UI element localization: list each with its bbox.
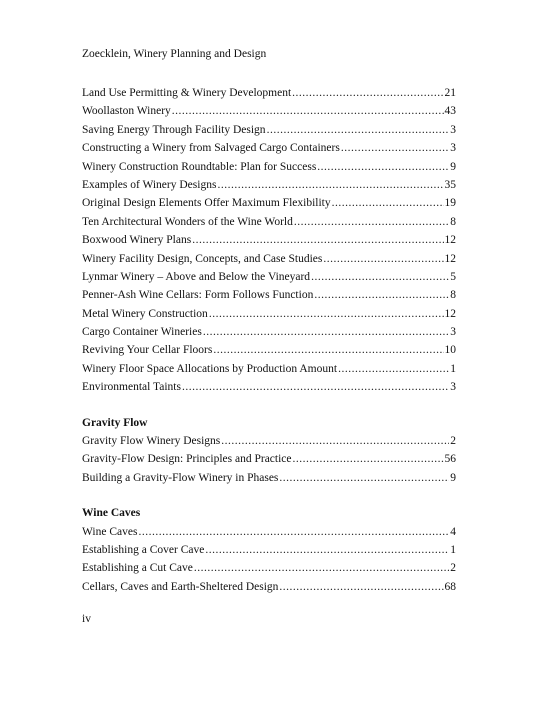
toc-entry-title: Original Design Elements Offer Maximum Flexibility (82, 197, 331, 210)
table-of-contents (82, 86, 456, 598)
toc-entry[interactable] (82, 196, 456, 214)
toc-entry[interactable] (82, 86, 456, 104)
toc-entry-title: Woollaston Winery (82, 105, 171, 118)
toc-entry-title: Examples of Winery Designs (82, 178, 217, 191)
toc-entry-title: Constructing a Winery from Salvaged Cargo Containers (82, 142, 340, 155)
dot-leader (221, 434, 449, 448)
toc-entry[interactable] (82, 471, 456, 489)
toc-entry-page-number: 3 (450, 326, 456, 339)
dot-leader (279, 580, 443, 594)
toc-entry-page-number: 2 (450, 562, 456, 575)
toc-entry-title: Boxwood Winery Plans (82, 234, 192, 247)
dot-leader (217, 178, 443, 192)
toc-entry[interactable] (82, 561, 456, 579)
toc-entry[interactable] (82, 178, 456, 196)
toc-entry[interactable] (82, 215, 456, 233)
section-heading: Wine Caves (82, 507, 141, 520)
dot-leader (311, 270, 449, 284)
toc-entry-title: Winery Floor Space Allocations by Production Amount (82, 362, 338, 375)
toc-entry-title: Establishing a Cover Cave (82, 543, 205, 556)
toc-entry-title: Wine Caves (82, 525, 138, 538)
toc-entry-title: Saving Energy Through Facility Design (82, 123, 266, 136)
toc-entry[interactable] (82, 543, 456, 561)
toc-entry[interactable] (82, 252, 456, 270)
toc-entry-page-number: 3 (450, 142, 456, 155)
toc-entry-page-number: 43 (444, 105, 456, 118)
toc-entry-title: Penner-Ash Wine Cellars: Form Follows Function (82, 289, 314, 302)
toc-entry[interactable] (82, 325, 456, 343)
toc-entry-title: Gravity Flow Winery Designs (82, 435, 221, 448)
toc-entry[interactable] (82, 380, 456, 398)
toc-entry-page-number: 35 (444, 178, 456, 191)
dot-leader (194, 561, 449, 575)
toc-entry-page-number: 56 (444, 453, 456, 466)
toc-entry-page-number: 3 (450, 123, 456, 136)
dot-leader (293, 452, 444, 466)
toc-entry[interactable] (82, 288, 456, 306)
toc-entry[interactable] (82, 233, 456, 251)
toc-entry-page-number: 8 (450, 215, 456, 228)
toc-entry-page-number: 9 (450, 160, 456, 173)
toc-entry-title: Gravity-Flow Design: Principles and Practice (82, 453, 292, 466)
dot-leader (203, 325, 449, 339)
dot-leader (205, 543, 449, 557)
toc-entry-title: Environmental Taints (82, 381, 181, 394)
toc-entry-page-number: 12 (444, 307, 456, 320)
toc-entry-page-number: 12 (444, 252, 456, 265)
toc-entry-page-number: 2 (450, 435, 456, 448)
toc-entry-page-number: 21 (444, 87, 456, 99)
toc-entry[interactable] (82, 525, 456, 543)
dot-leader (317, 160, 449, 174)
toc-entry[interactable] (82, 307, 456, 325)
toc-entry-title: Cellars, Caves and Earth-Sheltered Design (82, 580, 279, 593)
dot-leader (209, 307, 444, 321)
section-spacer (82, 489, 456, 506)
toc-entry-title: Land Use Permitting & Winery Development (82, 87, 292, 99)
section-heading: Gravity Flow (82, 416, 148, 429)
toc-entry[interactable] (82, 580, 456, 598)
toc-entry-page-number: 68 (444, 580, 456, 593)
toc-entry[interactable] (82, 434, 456, 452)
dot-leader (267, 123, 450, 137)
dot-leader (172, 104, 444, 118)
toc-entry-title: Cargo Container Wineries (82, 326, 202, 339)
toc-entry-title: Winery Construction Roundtable: Plan for Success (82, 160, 317, 173)
dot-leader (182, 380, 449, 394)
dot-leader (314, 288, 449, 302)
toc-entry[interactable] (82, 123, 456, 141)
toc-entry-page-number: 1 (450, 362, 456, 375)
dot-leader (192, 233, 443, 247)
dot-leader (294, 215, 449, 229)
section-spacer (82, 399, 456, 416)
running-header: Zoecklein, Winery Planning and Design (82, 48, 267, 60)
dot-leader (213, 343, 443, 357)
toc-entry-page-number: 1 (450, 543, 456, 556)
toc-entry-title: Winery Facility Design, Concepts, and Case Studies (82, 252, 323, 265)
toc-entry[interactable] (82, 104, 456, 122)
toc-entry-title: Metal Winery Construction (82, 307, 208, 320)
toc-entry[interactable] (82, 141, 456, 159)
toc-entry[interactable] (82, 343, 456, 361)
page-number-footer: iv (82, 613, 91, 625)
toc-entry-page-number: 4 (450, 525, 456, 538)
dot-leader (292, 86, 443, 100)
dot-leader (341, 141, 449, 155)
toc-entry-title: Establishing a Cut Cave (82, 562, 193, 575)
toc-entry-title: Lynmar Winery – Above and Below the Vineyard (82, 270, 311, 283)
toc-entry-page-number: 19 (444, 197, 456, 210)
toc-entry[interactable] (82, 270, 456, 288)
toc-entry-title: Reviving Your Cellar Floors (82, 344, 213, 357)
toc-entry[interactable] (82, 362, 456, 380)
toc-entry-title: Ten Architectural Wonders of the Wine World (82, 215, 293, 228)
dot-leader (332, 196, 444, 210)
toc-entry-page-number: 10 (444, 344, 456, 357)
toc-entry-page-number: 3 (450, 381, 456, 394)
toc-entry-page-number: 8 (450, 289, 456, 302)
dot-leader (279, 471, 449, 485)
toc-entry-title: Building a Gravity-Flow Winery in Phases (82, 471, 279, 484)
toc-entry-page-number: 12 (444, 234, 456, 247)
dot-leader (323, 252, 443, 266)
dot-leader (138, 525, 449, 539)
toc-entry-page-number: 9 (450, 471, 456, 484)
toc-entry[interactable] (82, 160, 456, 178)
toc-entry-page-number: 5 (450, 270, 456, 283)
toc-entry[interactable] (82, 452, 456, 470)
dot-leader (338, 362, 449, 376)
